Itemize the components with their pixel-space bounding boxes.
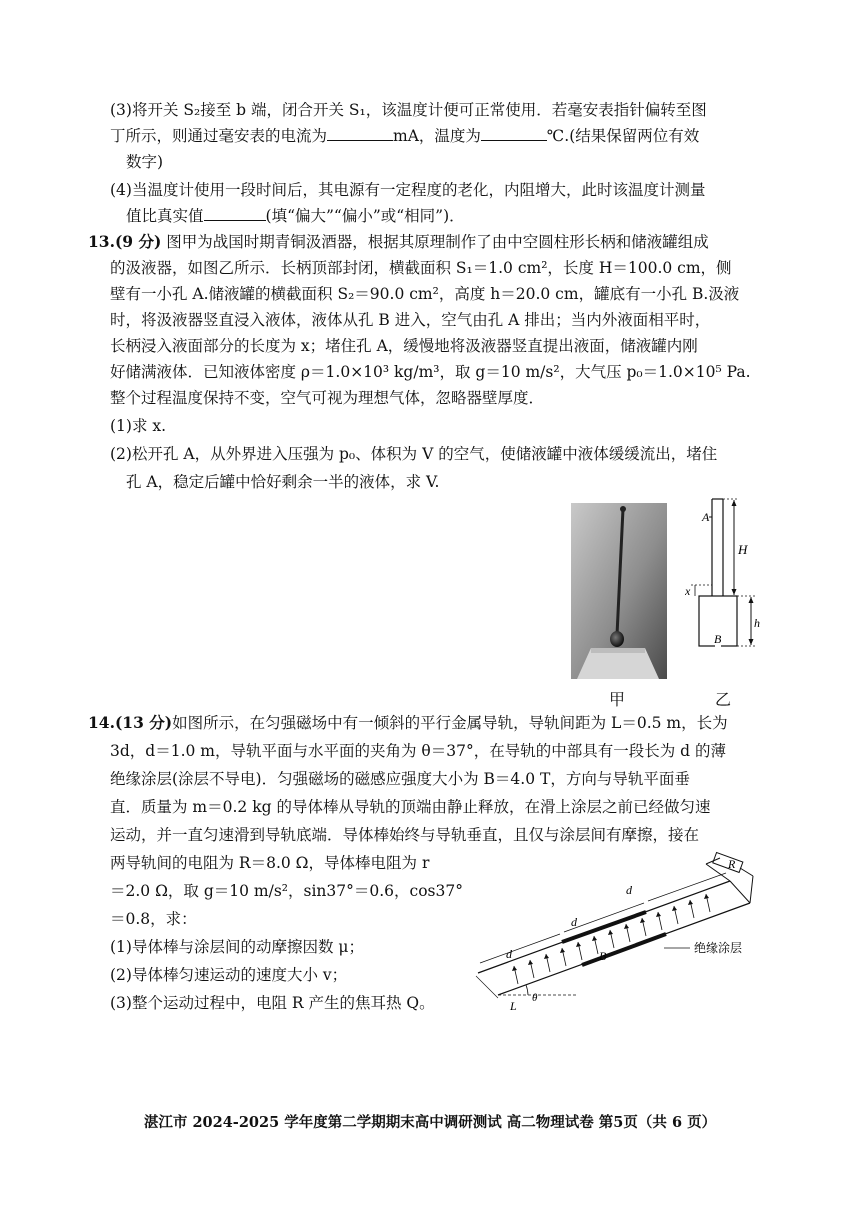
answer-blank[interactable] xyxy=(481,126,547,141)
label-insulating-coating: 绝缘涂层 xyxy=(694,941,743,955)
q13-sub2-line2: 孔 A，稳定后罐中恰好剩余一半的液体，求 V. xyxy=(126,473,440,491)
label-B: B xyxy=(714,632,722,646)
q14-line4: 直．质量为 m＝0.2 kg 的导体棒从导轨的顶端由静止释放，在滑上涂层之前已经做匀速 xyxy=(110,798,711,816)
q14-heading: 14.(13 分) xyxy=(88,713,173,732)
q14-line6: 两导轨间的电阻为 R＝8.0 Ω，导体棒电阻为 r xyxy=(110,854,430,872)
label-A: A xyxy=(702,510,710,524)
q13-heading: 13.(9 分) xyxy=(88,232,162,251)
q12-part4-line2 xyxy=(126,206,465,226)
answer-blank[interactable] xyxy=(327,126,393,141)
q12-text: 值比真实值 xyxy=(126,207,204,225)
q14-sub1: (1)导体棒与涂层间的动摩擦因数 μ； xyxy=(110,938,364,956)
label-d-upper: d xyxy=(626,883,632,897)
bronze-ladle-photo xyxy=(571,503,667,679)
q12-part4-line1: (4)当温度计使用一段时间后，其电源有一定程度的老化，内阻增大，此时该温度计测量 xyxy=(110,181,706,199)
q12-text: mA，温度为 xyxy=(393,127,481,145)
q13-line2: 的汲液器，如图乙所示．长柄顶部封闭，横截面积 S₁＝1.0 cm²，长度 H＝100.0 cm，侧 xyxy=(110,259,732,277)
q12-text: ℃.(结果保留两位有效 xyxy=(546,127,700,145)
q14-line7: ＝2.0 Ω，取 g＝10 m/s²，sin37°＝0.6，cos37° xyxy=(110,882,463,900)
q12-text: 丁所示，则通过毫安表的电流为 xyxy=(110,127,328,145)
q13-line4: 时，将汲液器竖直浸入液体，液体从孔 B 进入，空气由孔 A 排出；当内外液面相平时， xyxy=(110,311,711,329)
answer-blank[interactable] xyxy=(204,206,266,221)
label-d-middle: d xyxy=(571,915,577,929)
q14-line5: 运动，并一直匀速滑到导轨底端．导体棒始终与导轨垂直，且仅与涂层间有摩擦，接在 xyxy=(110,826,700,844)
q14-sub3: (3)整个运动过程中，电阻 R 产生的焦耳热 Q。 xyxy=(110,994,435,1012)
q14-line1 xyxy=(88,713,728,733)
q14-line3: 绝缘涂层(涂层不导电)．匀强磁场的磁感应强度大小为 B＝4.0 T，方向与导轨平面垂 xyxy=(110,770,690,788)
q14-sub2: (2)导体棒匀速运动的速度大小 v； xyxy=(110,966,348,984)
q14-line2: 3d，d＝1.0 m，导轨平面与水平面的夹角为 θ＝37°，在导轨的中部具有一段长为 d 的薄 xyxy=(110,742,726,760)
label-L: L xyxy=(510,999,517,1013)
label-h: h xyxy=(754,616,760,630)
label-x: x xyxy=(685,584,691,598)
figure-yi-caption: 乙 xyxy=(715,690,732,709)
q13-line3: 壁有一小孔 A.储液罐的横截面积 S₂＝90.0 cm²，高度 h＝20.0 cm，罐底有一小孔 B.汲液 xyxy=(110,285,740,303)
q13-line7: 整个过程温度保持不变，空气可视为理想气体，忽略器壁厚度． xyxy=(110,389,545,407)
q13-sub1: (1)求 x. xyxy=(110,417,167,435)
q13-sub2-line1: (2)松开孔 A，从外界进入压强为 p₀、体积为 V 的空气，使储液罐中液体缓缓流出，堵住 xyxy=(110,445,718,463)
inclined-rails-diagram xyxy=(468,848,768,1013)
q12-text: (填“偏大”“偏小”或“相同”)． xyxy=(265,207,465,225)
q13-line5: 长柄浸入液面部分的长度为 x；堵住孔 A，缓慢地将汲液器竖直提出液面，储液罐内刚 xyxy=(110,337,698,355)
label-R: R xyxy=(728,857,736,871)
q13-line6: 好储满液体．已知液体密度 ρ＝1.0×10³ kg/m³，取 g＝10 m/s²，大气压 p₀＝1.0×10⁵ Pa. xyxy=(110,363,751,381)
q12-part3-line1: (3)将开关 S₂接至 b 端，闭合开关 S₁，该温度计便可正常使用．若毫安表指针偏转至图 xyxy=(110,101,707,119)
label-B: B xyxy=(599,949,607,963)
q12-part3-line3: 数字) xyxy=(126,153,164,171)
label-H: H xyxy=(738,542,748,557)
label-theta: θ xyxy=(532,992,538,1004)
q14-text: 如图所示，在匀强磁场中有一倾斜的平行金属导轨，导轨间距为 L＝0.5 m，长为 xyxy=(172,714,728,732)
page-footer: 湛江市 2024-2025 学年度第二学期期末高中调研测试 高二物理试卷 第5页（共 6 页） xyxy=(143,1114,717,1131)
label-d-lower: d xyxy=(506,947,512,961)
q13-text: 图甲为战国时期青铜汲酒器，根据其原理制作了由中空圆柱形长柄和储液罐组成 xyxy=(166,233,709,251)
q12-part3-line2 xyxy=(110,126,699,146)
q14-line8: ＝0.8，求： xyxy=(110,910,197,928)
ladle-schematic-diagram xyxy=(685,497,765,662)
figure-jia-caption: 甲 xyxy=(609,690,626,709)
q13-line1 xyxy=(88,232,709,252)
